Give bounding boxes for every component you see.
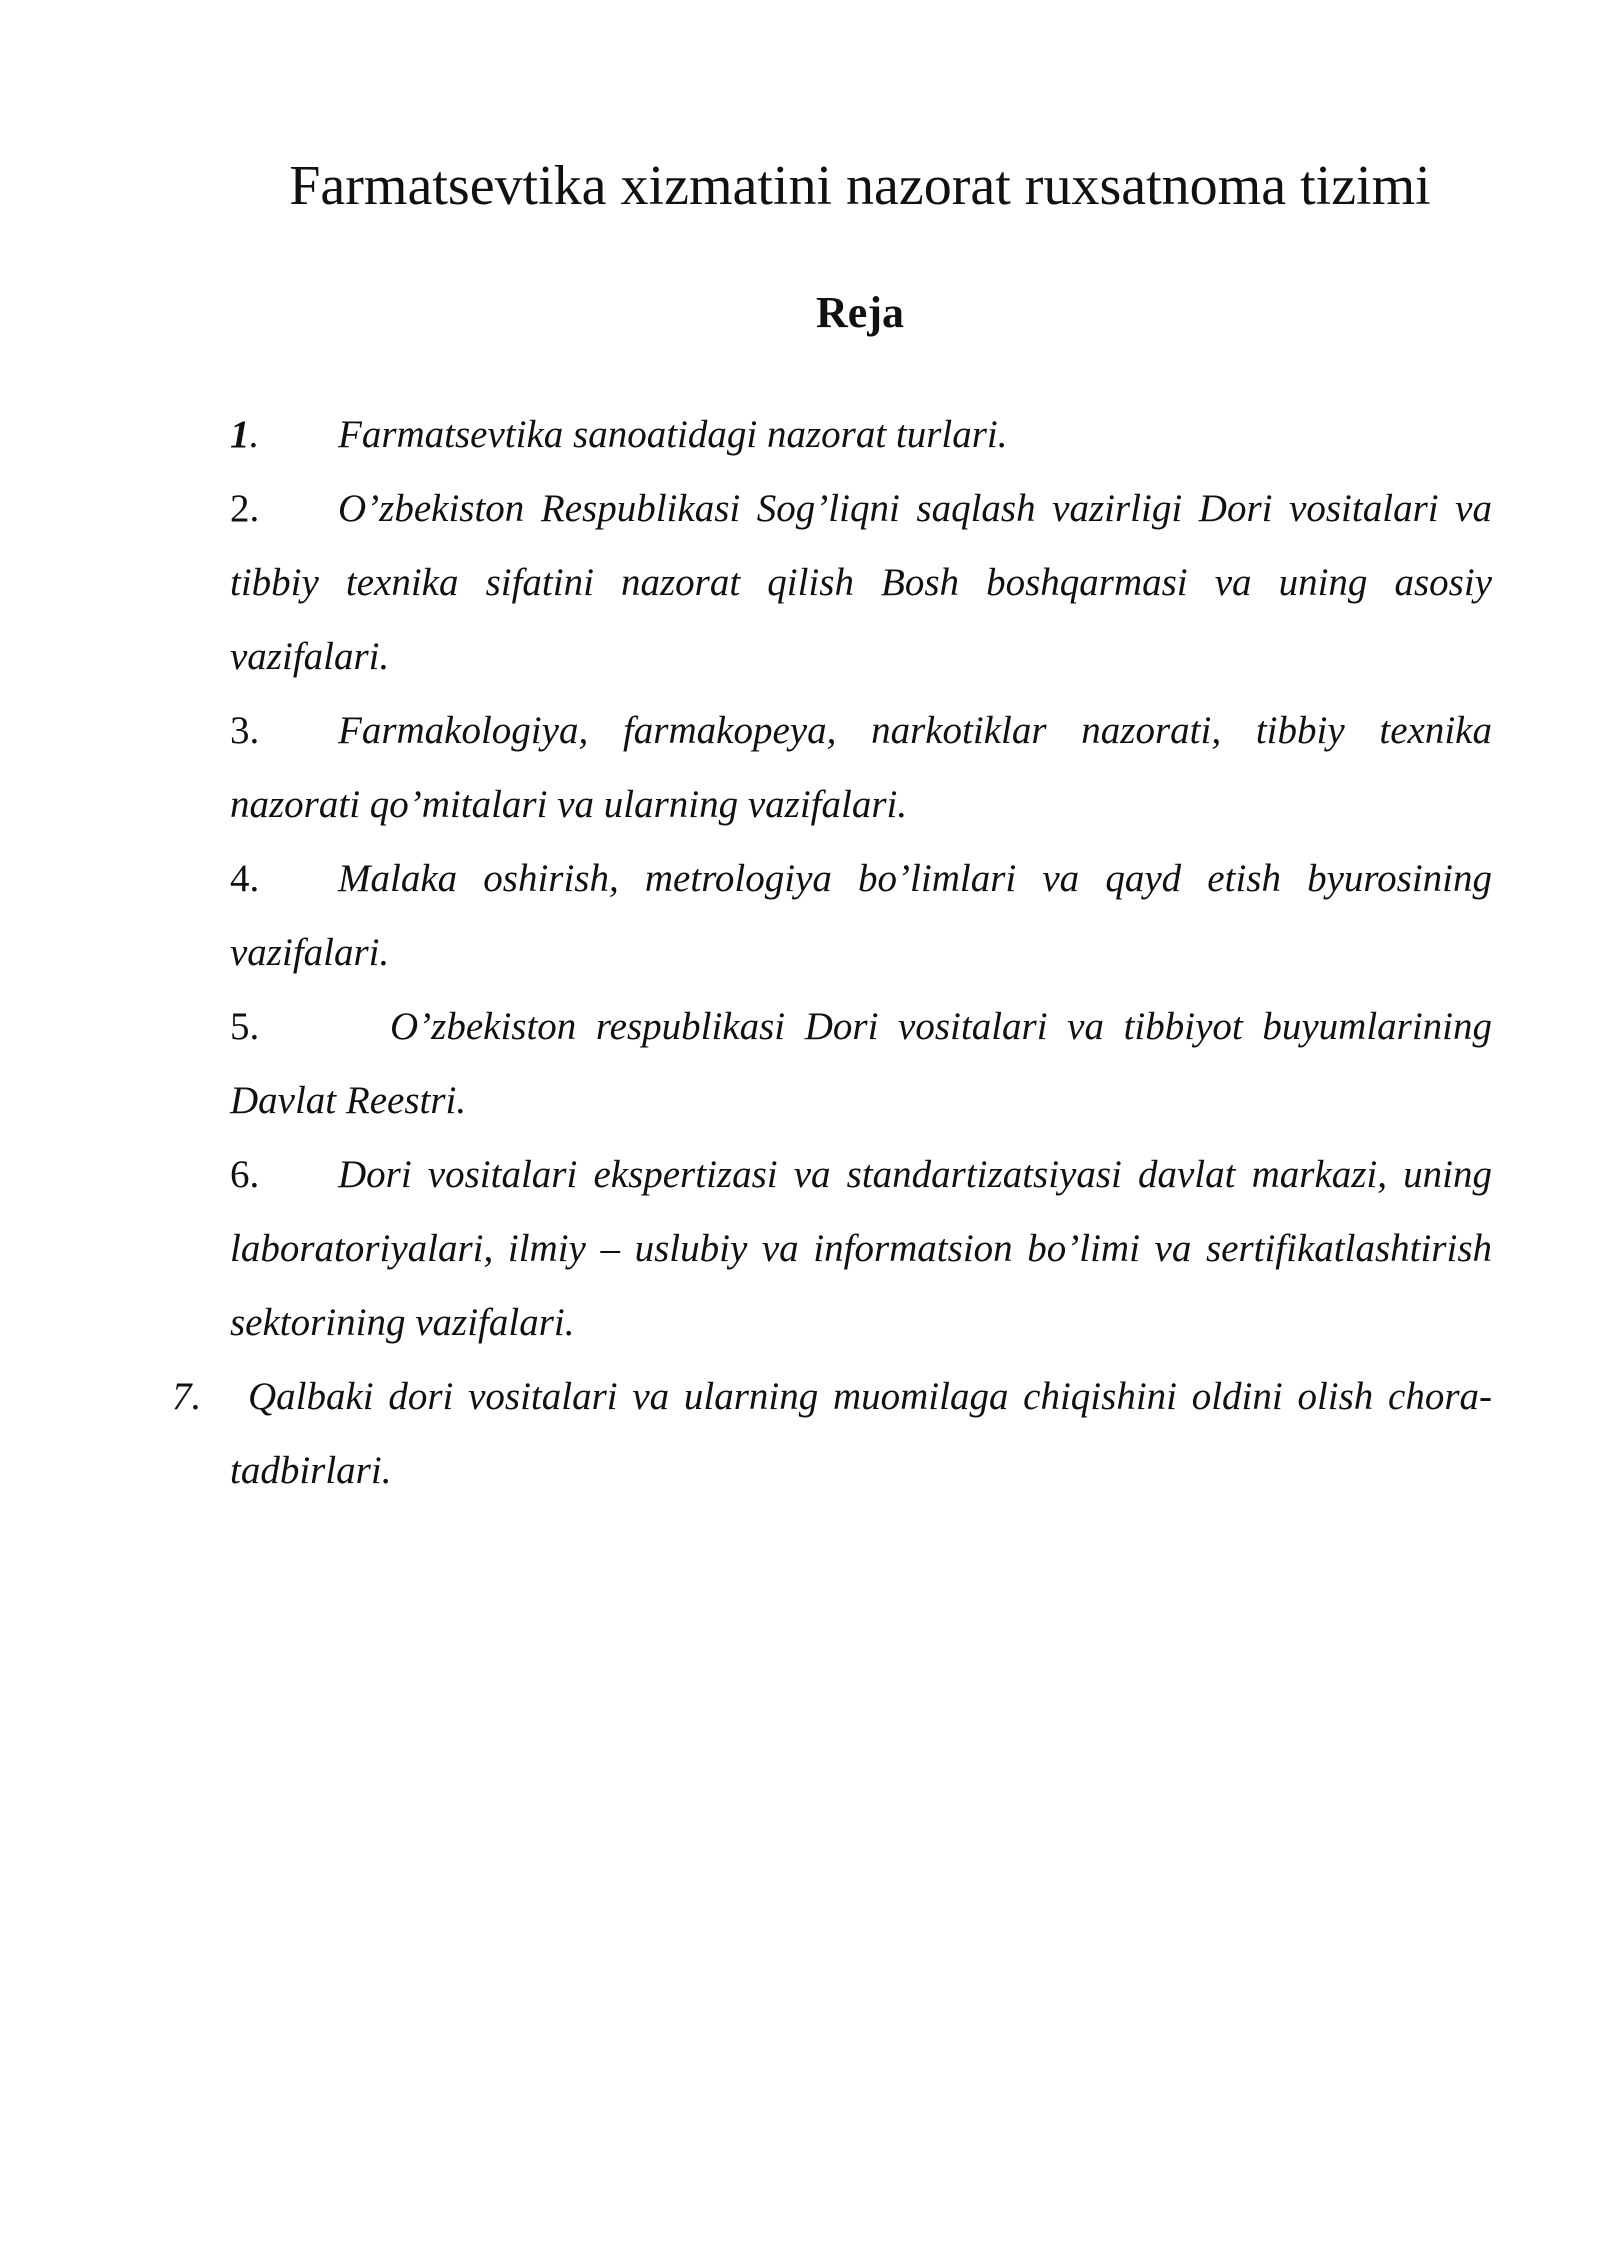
list-item — [230, 842, 1492, 990]
list-item — [230, 398, 1492, 472]
item-text: Dori vositalari ekspertizasi va standartizatsiyasi davlat markazi, uning laboratoriyalari, ilmiy – uslubiy va informatsion bo’limi va sertifikatlashtirish sektorining vazifalari. — [230, 1153, 1492, 1344]
item-number: 1. — [230, 413, 260, 456]
item-text: O’zbekiston respublikasi Dori vositalari va tibbiyot buyumlarining Davlat Reestri. — [230, 1005, 1492, 1122]
plan-list — [0, 398, 1600, 1508]
plan-heading: Reja — [816, 288, 904, 337]
item-text: O’zbekiston Respublikasi Sog’liqni saqlash vazirligi Dori vositalari va tibbiy texnika sifatini nazorat qilish Bosh boshqarmasi va uning asosiy vazifalari. — [230, 487, 1492, 678]
list-item — [230, 1138, 1492, 1360]
item-number: 5. — [230, 1005, 260, 1048]
list-item — [230, 990, 1492, 1138]
item-number: 7. — [172, 1375, 202, 1418]
item-text: Farmatsevtika sanoatidagi nazorat turlari. — [338, 413, 1008, 456]
item-number: 2. — [230, 487, 260, 530]
item-number: 3. — [230, 709, 260, 752]
list-item — [230, 472, 1492, 694]
item-text: Malaka oshirish, metrologiya bo’limlari va qayd etish byurosining vazifalari. — [230, 857, 1492, 974]
document-title: Farmatsevtika xizmatini nazorat ruxsatnoma tizimi — [289, 155, 1431, 217]
list-item — [172, 1360, 1492, 1508]
item-number: 6. — [230, 1153, 260, 1196]
item-text: Qalbaki dori vositalari va ularning muomilaga chiqishini oldini olish chora-tadbirlari. — [230, 1375, 1492, 1492]
item-number: 4. — [230, 857, 260, 900]
item-text: Farmakologiya, farmakopeya, narkotiklar nazorati, tibbiy texnika nazorati qo’mitalari va ularning vazifalari. — [230, 709, 1492, 826]
list-item — [230, 694, 1492, 842]
